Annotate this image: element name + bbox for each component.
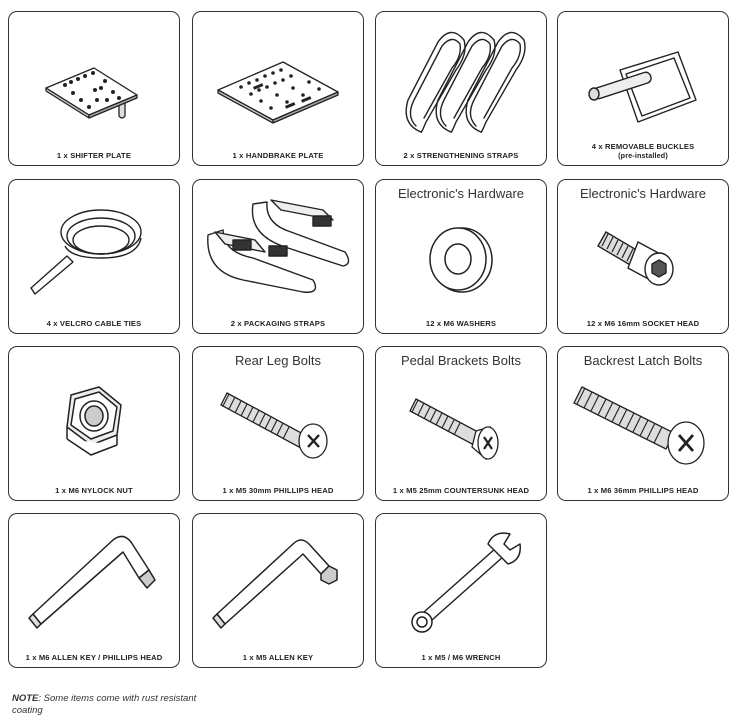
item-card-m6-socket-head [557,179,729,334]
item-caption: 4 x VELCRO CABLE TIES [46,319,142,328]
item-heading: Electronic's Hardware [397,186,525,201]
phillips-bolt-long-icon [558,347,727,499]
item-caption: 12 x M6 16mm SOCKET HEAD [586,319,700,328]
note-text: : Some items come with rust resistant coating [12,693,197,716]
phillips-bolt-icon [193,347,362,499]
item-card-strengthening-straps [375,11,547,166]
countersunk-bolt-icon [376,347,545,499]
item-caption: 1 x M6 36mm PHILLIPS HEAD [587,486,699,495]
item-caption: 2 x STRENGTHENING STRAPS [403,151,519,160]
wrench-icon [376,514,545,666]
item-caption: 1 x M6 NYLOCK NUT [55,486,133,495]
item-caption: 4 x REMOVABLE BUCKLES [591,142,695,151]
item-card-m5-30mm-phillips [192,346,364,501]
note-label: NOTE [12,693,39,704]
item-card-packaging-straps [192,179,364,334]
item-caption: 1 x M5 30mm PHILLIPS HEAD [222,486,334,495]
item-caption: 1 x M6 ALLEN KEY / PHILLIPS HEAD [25,653,163,662]
item-heading: Backrest Latch Bolts [583,353,703,368]
item-caption: 12 x M6 WASHERS [425,319,497,328]
shifter-plate-icon [9,12,178,164]
item-card-m5-25mm-countersunk [375,346,547,501]
item-card-velcro-cable-ties [8,179,180,334]
footnote [12,693,212,716]
item-card-m5-m6-wrench [375,513,547,668]
allen-key-phillips-icon [9,514,178,666]
socket-head-bolt-icon [558,180,727,332]
item-caption: 1 x M5 / M6 WRENCH [421,653,501,662]
item-card-m6-washers [375,179,547,334]
velcro-tie-icon [9,180,178,332]
item-caption: 1 x HANDBRAKE PLATE [232,151,324,160]
allen-key-icon [193,514,362,666]
item-caption: 1 x M5 ALLEN KEY [242,653,314,662]
item-heading: Rear Leg Bolts [235,353,321,368]
nylock-nut-icon [9,347,178,499]
item-card-shifter-plate [8,11,180,166]
item-card-removable-buckles [557,11,729,166]
strengthening-straps-icon [376,12,545,164]
item-caption: 1 x SHIFTER PLATE [56,151,132,160]
item-subcaption: (pre-installed) [618,151,668,160]
item-card-m6-allen-key-phillips [8,513,180,668]
item-heading: Electronic's Hardware [579,186,707,201]
item-caption: 1 x M5 25mm COUNTERSUNK HEAD [392,486,530,495]
washer-icon [376,180,545,332]
item-card-handbrake-plate [192,11,364,166]
item-card-m5-allen-key [192,513,364,668]
item-caption: 2 x PACKAGING STRAPS [230,319,326,328]
item-card-m6-nylock-nut [8,346,180,501]
handbrake-plate-icon [193,12,362,164]
packaging-straps-icon [193,180,362,332]
item-card-m6-36mm-phillips [557,346,729,501]
item-heading: Pedal Brackets Bolts [401,353,521,368]
